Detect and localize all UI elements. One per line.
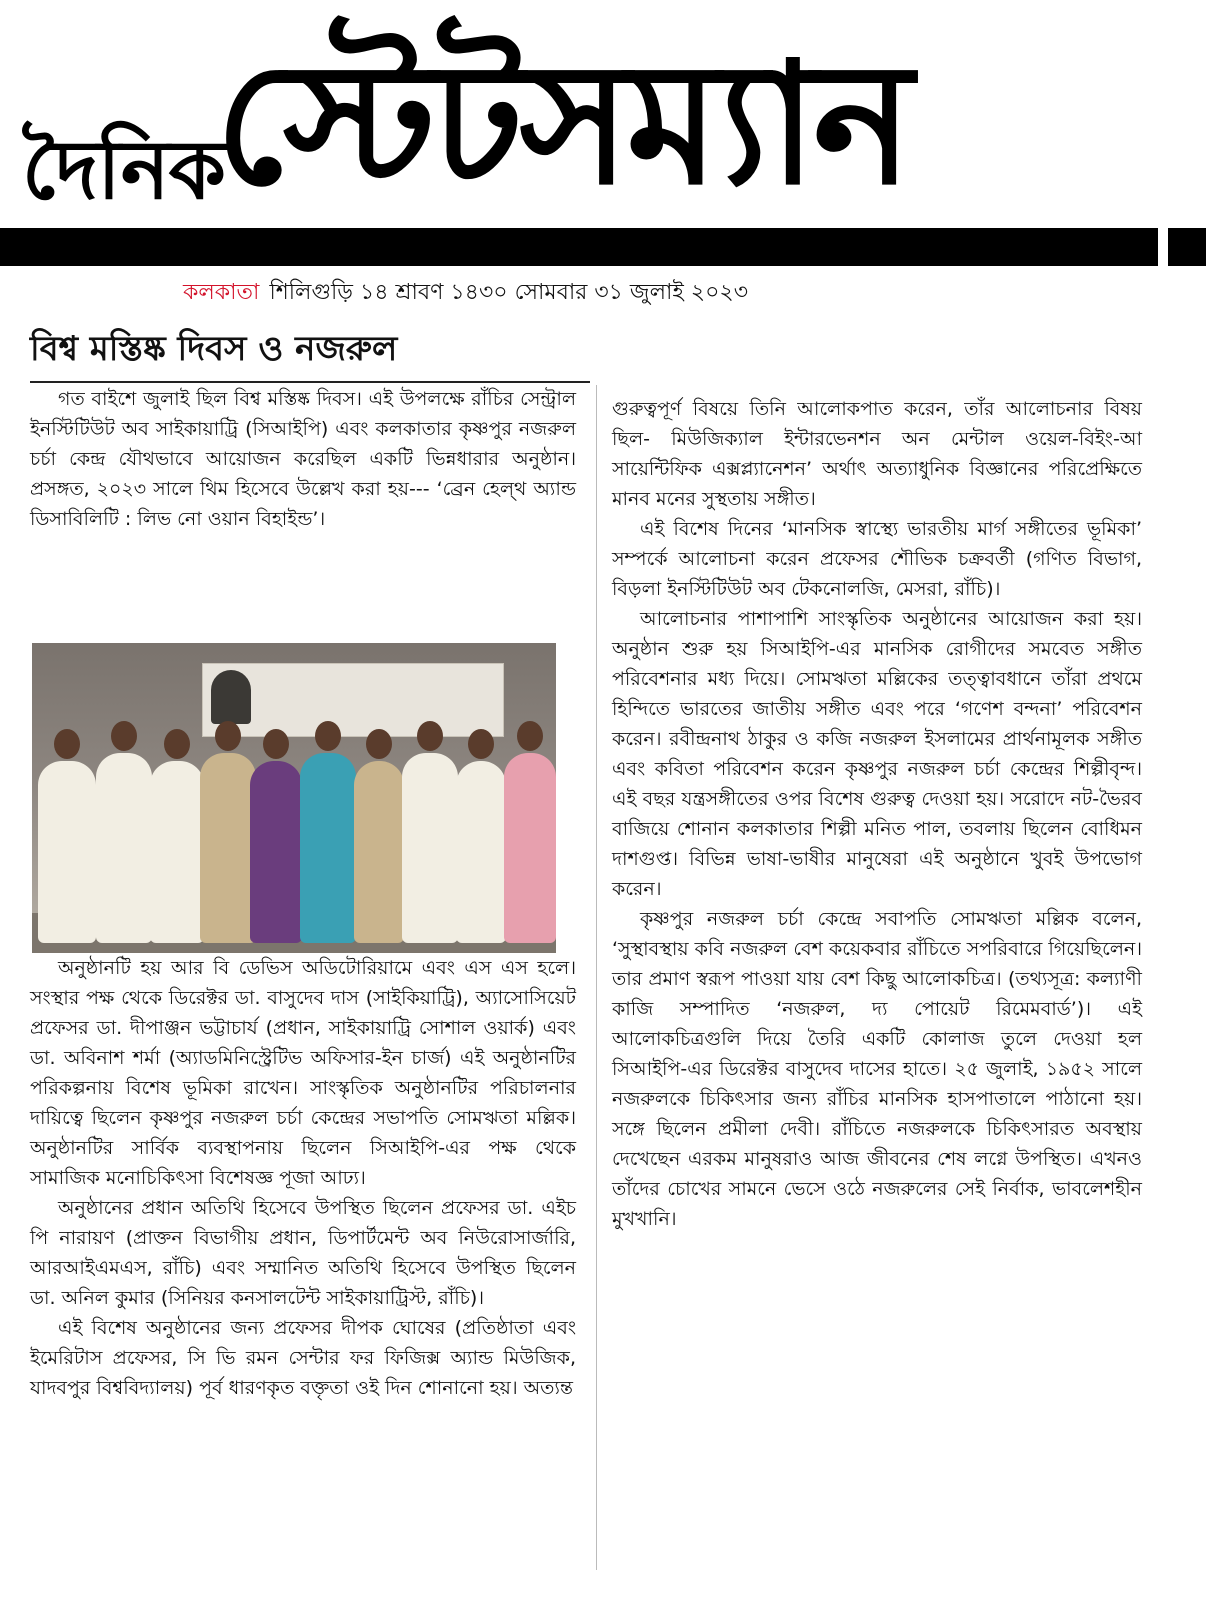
person-figure bbox=[504, 753, 556, 943]
event-photo bbox=[32, 643, 556, 953]
dateline-city: কলকাতা bbox=[183, 280, 260, 305]
article-column-left-top bbox=[30, 384, 576, 534]
masthead-prefix: দৈনিক bbox=[22, 122, 226, 218]
person-figure bbox=[300, 753, 356, 943]
dateline bbox=[183, 278, 748, 308]
person-figure bbox=[38, 761, 96, 943]
article-headline: বিশ্ব মস্তিষ্ক দিবস ও নজরুল bbox=[30, 329, 398, 369]
person-figure bbox=[96, 753, 152, 943]
masthead bbox=[0, 0, 1206, 282]
person-figure bbox=[354, 761, 404, 943]
person-figure bbox=[456, 761, 506, 943]
column-divider bbox=[596, 385, 597, 1570]
paragraph: অনুষ্ঠানটি হয় আর বি ডেভিস অডিটোরিয়ামে এবং এস এস হলে। সংস্থার পক্ষ থেকে ডিরেক্টর ডা. বাসুদেব দাস (সাইকিয়াট্রি), অ্যাসোসিয়েট প্রফেসর ডা. দীপাঞ্জন ভট্টাচার্য (প্রধান, সাইকায়াট্রি সোশাল ওয়ার্ক) এবং ডা. অবিনাশ শর্মা (অ্যাডমিনিস্ট্রেটিভ অফিসার-ইন চার্জ) এই অনুষ্ঠানটির পরিকল্পনায় বিশেষ ভূমিকা রাখেন। সাংস্কৃতিক অনুষ্ঠানটির পরিচালনার দায়িত্বে ছিলেন কৃষ্ণপুর নজরুল চর্চা কেন্দ্রের সভাপতি সোমঋতা মল্লিক। অনুষ্ঠানটির সার্বিক ব্যবস্থাপনায় ছিলেন সিআইপি-এর পক্ষ থেকে সামাজিক মনোচিকিৎসা বিশেষজ্ঞ পূজা আঢ্য। bbox=[30, 957, 576, 1189]
headline-rule bbox=[30, 381, 590, 383]
portrait-icon bbox=[211, 670, 251, 724]
article-column-left-bottom bbox=[30, 953, 576, 1403]
person-figure bbox=[402, 753, 458, 943]
paragraph: অনুষ্ঠানের প্রধান অতিথি হিসেবে উপস্থিত ছিলেন প্রফেসর ডা. এইচ পি নারায়ণ (প্রাক্তন বিভাগীয় প্রধান, ডিপার্টমেন্ট অব নিউরোসার্জারি, আরআইএমএস, রাঁচি) এবং সম্মানিত অতিথি হিসেবে উপস্থিত ছিলেন ডা. অনিল কুমার (সিনিয়র কনসালটেন্ট সাইকায়াট্রিস্ট, রাঁচি)। bbox=[30, 1197, 576, 1309]
person-figure bbox=[150, 761, 204, 943]
paragraph: এই বিশেষ দিনের ‘মানসিক স্বাস্থ্যে ভারতীয় মার্গ সঙ্গীতের ভূমিকা’ সম্পর্কে আলোচনা করেন প্রফেসর শৌভিক চক্রবর্তী (গণিত বিভাগ, বিড়লা ইনস্টিটিউট অব টেকনোলজি, মেসরা, রাঁচি)। bbox=[612, 518, 1142, 600]
person-figure bbox=[200, 753, 256, 943]
paragraph: গুরুত্বপূর্ণ বিষয়ে তিনি আলোকপাত করেন, তাঁর আলোচনার বিষয় ছিল- মিউজিক্যাল ইন্টারভেনশন অন মেন্টাল ওয়েল-বিইং-আ সায়েন্টিফিক এক্সপ্ল্যানেশন’ অর্থাৎ অত্যাধুনিক বিজ্ঞানের পরিপ্রেক্ষিতে মানব মনের সুস্থতায় সঙ্গীত। bbox=[612, 398, 1142, 510]
masthead-rule bbox=[0, 228, 1206, 266]
article-column-right bbox=[612, 394, 1142, 1234]
paragraph: এই বিশেষ অনুষ্ঠানের জন্য প্রফেসর দীপক ঘোষের (প্রতিষ্ঠাতা এবং ইমেরিটাস প্রফেসর, সি ভি রমন সেন্টার ফর ফিজিক্স অ্যান্ড মিউজিক, যাদবপুর বিশ্ববিদ্যালয়) পূর্ব ধারণকৃত বক্তৃতা ওই দিন শোনানো হয়। অত্যন্ত bbox=[30, 1317, 576, 1399]
masthead-title: স্টেটসম্যান bbox=[215, 24, 910, 222]
paragraph: আলোচনার পাশাপাশি সাংস্কৃতিক অনুষ্ঠানের আয়োজন করা হয়। অনুষ্ঠান শুরু হয় সিআইপি-এর মানসিক রোগীদের সমবেত সঙ্গীত পরিবেশনার মধ্য দিয়ে। সোমঋতা মল্লিকের তত্ত্বাবধানে তাঁরা প্রথমে হিন্দিতে ভারতের জাতীয় সঙ্গীত এবং পরে ‘গণেশ বন্দনা’ পরিবেশন করেন। রবীন্দ্রনাথ ঠাকুর ও কজি নজরুল ইসলামের প্রার্থনামূলক সঙ্গীত এবং কবিতা পরিবেশন করেন কৃষ্ণপুর নজরুল চর্চা কেন্দ্রের শিল্পীবৃন্দ। এই বছর যন্ত্রসঙ্গীতের ওপর বিশেষ গুরুত্ব দেওয়া হয়। সরোদে নট-ভৈরব বাজিয়ে শোনান কলকাতার শিল্পী মনিত পাল, তবলায় ছিলেন বোধিমন দাশগুপ্ত। বিভিন্ন ভাষা-ভাষীর মানুষেরা এই অনুষ্ঠানে খুবই উপভোগ করেন। bbox=[612, 608, 1142, 900]
person-figure bbox=[250, 761, 302, 943]
masthead-rule-gap bbox=[1158, 228, 1168, 266]
paragraph: কৃষ্ণপুর নজরুল চর্চা কেন্দ্রে সবাপতি সোমঋতা মল্লিক বলেন, ‘সুস্থাবস্থায় কবি নজরুল বেশ কয়েকবার রাঁচিতে সপরিবারে গিয়েছিলেন। তার প্রমাণ স্বরূপ পাওয়া যায় বেশ কিছু আলোকচিত্র। (তথ্যসূত্র: কল্যাণী কাজি সম্পাদিত ‘নজরুল, দ্য পোয়েট রিমেমবার্ড’)। এই আলোকচিত্রগুলি দিয়ে তৈরি একটি কোলাজ তুলে দেওয়া হল সিআইপি-এর ডিরেক্টর বাসুদেব দাসের হাতে। ২৫ জুলাই, ১৯৫২ সালে নজরুলকে চিকিৎসার জন্য রাঁচির মানসিক হাসপাতালে পাঠানো হয়। সঙ্গে ছিলেন প্রমীলা দেবী। রাঁচিতে নজরুলকে চিকিৎসারত অবস্থায় দেখেছেন এরকম মানুষরাও আজ জীবনের শেষ লগ্নে উপস্থিত। এখনও তাঁদের চোখের সামনে ভেসে ওঠে নজরুলের সেই নির্বাক, ভাবলেশহীন মুখখানি। bbox=[612, 908, 1142, 1230]
dateline-date: শিলিগুড়ি ১৪ শ্রাবণ ১৪৩০ সোমবার ৩১ জুলাই ২০২৩ bbox=[269, 280, 749, 305]
masthead-dot bbox=[1175, 228, 1203, 266]
event-banner bbox=[202, 663, 504, 737]
paragraph: গত বাইশে জুলাই ছিল বিশ্ব মস্তিষ্ক দিবস। এই উপলক্ষে রাঁচির সেন্ট্রাল ইনস্টিটিউট অব সাইকায়াট্রি (সিআইপি) এবং কলকাতার কৃষ্ণপুর নজরুল চর্চা কেন্দ্র যৌথভাবে আয়োজন করেছিল একটি ভিন্নধারার অনুষ্ঠান। প্রসঙ্গত, ২০২৩ সালে থিম হিসেবে উল্লেখ করা হয়--- ‘ব্রেন হেল্থ অ্যান্ড ডিসাবিলিটি : লিভ নো ওয়ান বিহাইন্ড’। bbox=[30, 388, 576, 530]
